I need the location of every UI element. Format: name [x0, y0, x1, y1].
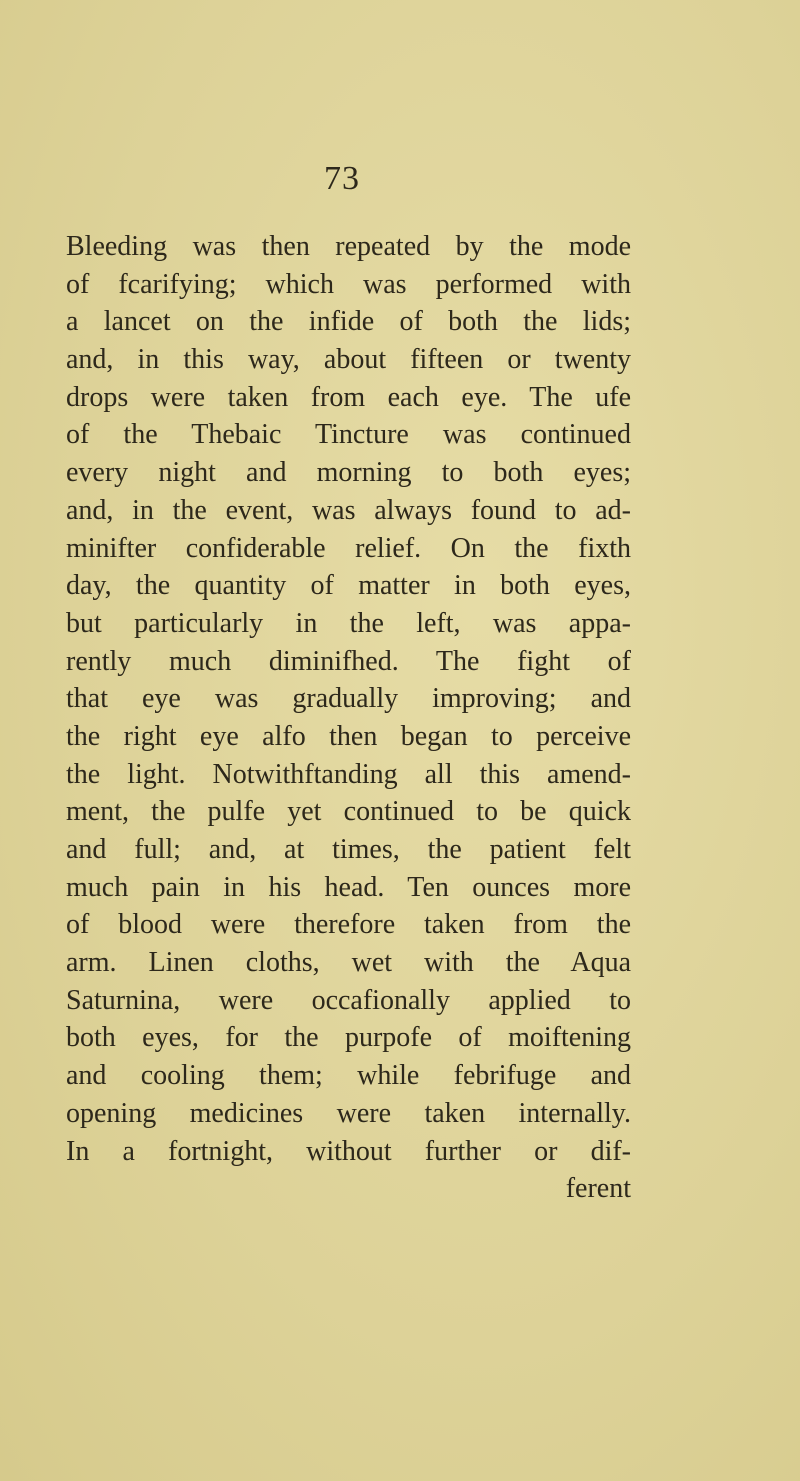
text-line: of fcarifying; which was performed with: [66, 268, 631, 300]
text-line: and full; and, at times, the patient felt: [66, 834, 631, 865]
text-line: much pain in his head. Ten ounces more: [66, 871, 631, 903]
text-line: every night and morning to both eyes;: [66, 457, 631, 489]
text-line: and, in the event, was always found to ad-: [66, 494, 631, 526]
text-line: both eyes, for the purpofe of moiftening: [66, 1022, 631, 1054]
text-line: arm. Linen cloths, wet with the Aqua: [66, 947, 631, 979]
text-line: Saturnina, were occafionally applied to: [66, 984, 631, 1016]
text-line: and cooling them; while febrifuge and: [66, 1060, 631, 1092]
text-line: the right eye alfo then began to perceive: [66, 720, 631, 752]
page-number: 73: [324, 160, 360, 197]
text-line: drops were taken from each eye. The ufe: [66, 381, 631, 413]
catchword: ferent: [565, 1173, 631, 1205]
text-line: minifter confiderable relief. On the fixth: [66, 532, 631, 564]
text-line: that eye was gradually improving; and: [66, 683, 631, 715]
text-line: a lancet on the infide of both the lids;: [66, 306, 631, 338]
text-line: In a fortnight, without further or dif-: [66, 1135, 631, 1167]
text-line: of the Thebaic Tincture was continued: [66, 419, 631, 451]
text-line: Bleeding was then repeated by the mode: [66, 231, 631, 262]
text-line: the light. Notwithftanding all this amend-: [66, 758, 631, 790]
text-line: but particularly in the left, was appa-: [66, 607, 631, 639]
body-text: [66, 228, 631, 1208]
text-line: rently much diminifhed. The fight of: [66, 645, 631, 677]
text-line: day, the quantity of matter in both eyes,: [66, 570, 631, 602]
text-line: opening medicines were taken internally.: [66, 1097, 631, 1129]
text-line: ment, the pulfe yet continued to be quick: [66, 796, 631, 828]
text-line: of blood were therefore taken from the: [66, 909, 631, 941]
text-line: and, in this way, about fifteen or twenty: [66, 344, 631, 376]
